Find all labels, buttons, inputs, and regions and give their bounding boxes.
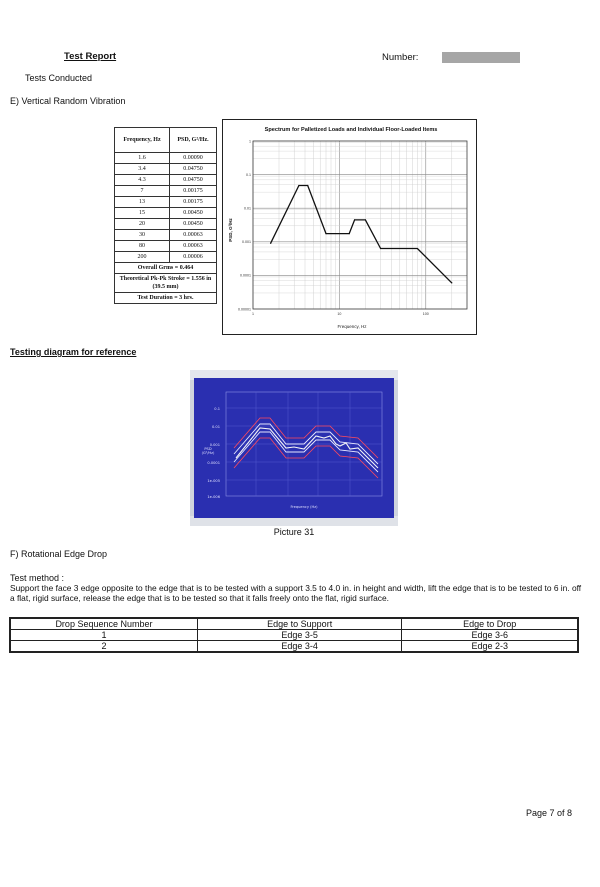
psd-value-cell: 0.04750 — [170, 164, 217, 175]
spectrum-svg — [223, 120, 476, 334]
psd-series-point — [417, 248, 418, 249]
psd-frequency-cell: 30 — [115, 230, 170, 241]
svg-text:1e-006: 1e-006 — [207, 495, 220, 499]
plot-frame — [253, 141, 467, 309]
table-header-cell: Drop Sequence Number — [10, 618, 197, 630]
psd-value-cell: 0.00175 — [170, 186, 217, 197]
number-label: Number: — [382, 52, 419, 63]
psd-table — [114, 127, 217, 304]
psd-series-point — [298, 185, 299, 186]
y-tick-label: 0.0001 — [240, 273, 251, 278]
edge-drop-table — [9, 617, 579, 653]
psd-frequency-cell: 80 — [115, 241, 170, 252]
psd-value-cell: 0.04750 — [170, 175, 217, 186]
psd-table-row — [115, 197, 217, 208]
redacted-number — [442, 52, 520, 63]
x-tick-label: 1 — [252, 312, 254, 316]
svg-text:0.001: 0.001 — [209, 443, 220, 447]
svg-text:PSD: PSD — [204, 447, 212, 451]
y-tick-label: 0.1 — [246, 172, 251, 177]
psd-series-point — [354, 219, 355, 220]
table-cell: 1 — [10, 630, 197, 641]
pk-pk-stroke: Theoretical Pk-Pk Stroke = 1.556 in (39.5 mm) — [115, 274, 217, 293]
svg-text:(G²/Hz): (G²/Hz) — [201, 451, 215, 455]
svg-text:Frequency (Hz): Frequency (Hz) — [290, 505, 318, 509]
table-cell: Edge 3-5 — [197, 630, 401, 641]
psd-value-cell: 0.00450 — [170, 219, 217, 230]
svg-text:0.01: 0.01 — [211, 425, 220, 429]
psd-series-point — [307, 185, 308, 186]
testing-diagram-heading: Testing diagram for reference — [10, 347, 137, 357]
test-method-label: Test method : — [10, 573, 65, 583]
overall-grms: Overall Grms = 0.464 — [115, 263, 217, 274]
table-cell: Edge 3-4 — [197, 641, 401, 653]
psd-value-cell: 0.00090 — [170, 153, 217, 164]
x-tick-label: 10 — [337, 312, 342, 316]
psd-table-row — [115, 208, 217, 219]
picture-caption: Picture 31 — [273, 527, 315, 537]
table-header-cell: Edge to Support — [197, 618, 401, 630]
psd-table-row — [115, 186, 217, 197]
psd-frequency-cell: 15 — [115, 208, 170, 219]
psd-series-line — [271, 186, 452, 283]
table-cell: Edge 3-6 — [402, 630, 578, 641]
y-tick-label: 1 — [249, 139, 251, 144]
psd-table-row — [115, 241, 217, 252]
psd-frequency-cell: 200 — [115, 252, 170, 263]
page-number: Page 7 of 8 — [526, 808, 573, 818]
table-row — [10, 641, 578, 653]
y-tick-label: 0.001 — [242, 240, 251, 245]
report-title: Test Report — [64, 51, 117, 62]
y-tick-label: 0.00001 — [238, 307, 251, 312]
psd-value-cell: 0.00063 — [170, 230, 217, 241]
psd-series-point — [349, 233, 350, 234]
psd-table-row — [115, 252, 217, 263]
svg-text:1e-005: 1e-005 — [207, 479, 220, 483]
y-tick-label: 0.01 — [244, 206, 251, 211]
section-e-title: E) Vertical Random Vibration — [10, 96, 126, 106]
psd-series-point — [325, 233, 326, 234]
psd-frequency-cell: 7 — [115, 186, 170, 197]
psd-table-row — [115, 219, 217, 230]
psd-frequency-cell: 4.3 — [115, 175, 170, 186]
section-f-title: F) Rotational Edge Drop — [10, 549, 108, 559]
psd-value-cell: 0.00450 — [170, 208, 217, 219]
test-method-text: Support the face 3 edge opposite to the edge that is to be tested with a support 3.5 to 4.0 in. in height and width, lift the edge that is to be tested to 6 in. off a flat, rigid surface, release the edge that is to be tested so that it falls freely onto the flat, rigid surface. — [10, 583, 582, 603]
table-header-cell: Edge to Drop — [402, 618, 578, 630]
chart-x-label: Frequency, Hz — [337, 324, 367, 329]
psd-value-cell: 0.00063 — [170, 241, 217, 252]
psd-col-psd: PSD, G²/Hz. — [170, 128, 217, 153]
psd-table-row — [115, 164, 217, 175]
testing-diagram-photo — [190, 370, 398, 526]
psd-col-frequency: Frequency, Hz — [115, 128, 170, 153]
chart-y-label: PSD, G²/Hz — [228, 218, 233, 242]
psd-frequency-cell: 20 — [115, 219, 170, 230]
chart-title: Spectrum for Palletized Loads and Individual Floor-Loaded Items — [264, 127, 438, 133]
psd-series-point — [270, 243, 271, 244]
psd-series-point — [365, 219, 366, 220]
psd-table-row — [115, 175, 217, 186]
table-header-row — [10, 618, 578, 630]
psd-frequency-cell: 1.6 — [115, 153, 170, 164]
photo-svg — [190, 370, 398, 526]
svg-text:0.1: 0.1 — [214, 407, 220, 411]
psd-frequency-cell: 3.4 — [115, 164, 170, 175]
svg-text:0.0001: 0.0001 — [207, 461, 220, 465]
table-cell: Edge 2-3 — [402, 641, 578, 653]
psd-series-point — [451, 282, 452, 283]
tests-conducted-label: Tests Conducted — [25, 73, 93, 83]
test-duration: Test Duration = 3 hrs. — [115, 293, 217, 304]
x-tick-label: 100 — [422, 312, 429, 316]
psd-series-point — [380, 248, 381, 249]
psd-value-cell: 0.00175 — [170, 197, 217, 208]
psd-value-cell: 0.00006 — [170, 252, 217, 263]
spectrum-chart — [222, 119, 477, 335]
table-row — [10, 630, 578, 641]
psd-frequency-cell: 13 — [115, 197, 170, 208]
psd-table-row — [115, 153, 217, 164]
psd-table-row — [115, 230, 217, 241]
table-cell: 2 — [10, 641, 197, 653]
